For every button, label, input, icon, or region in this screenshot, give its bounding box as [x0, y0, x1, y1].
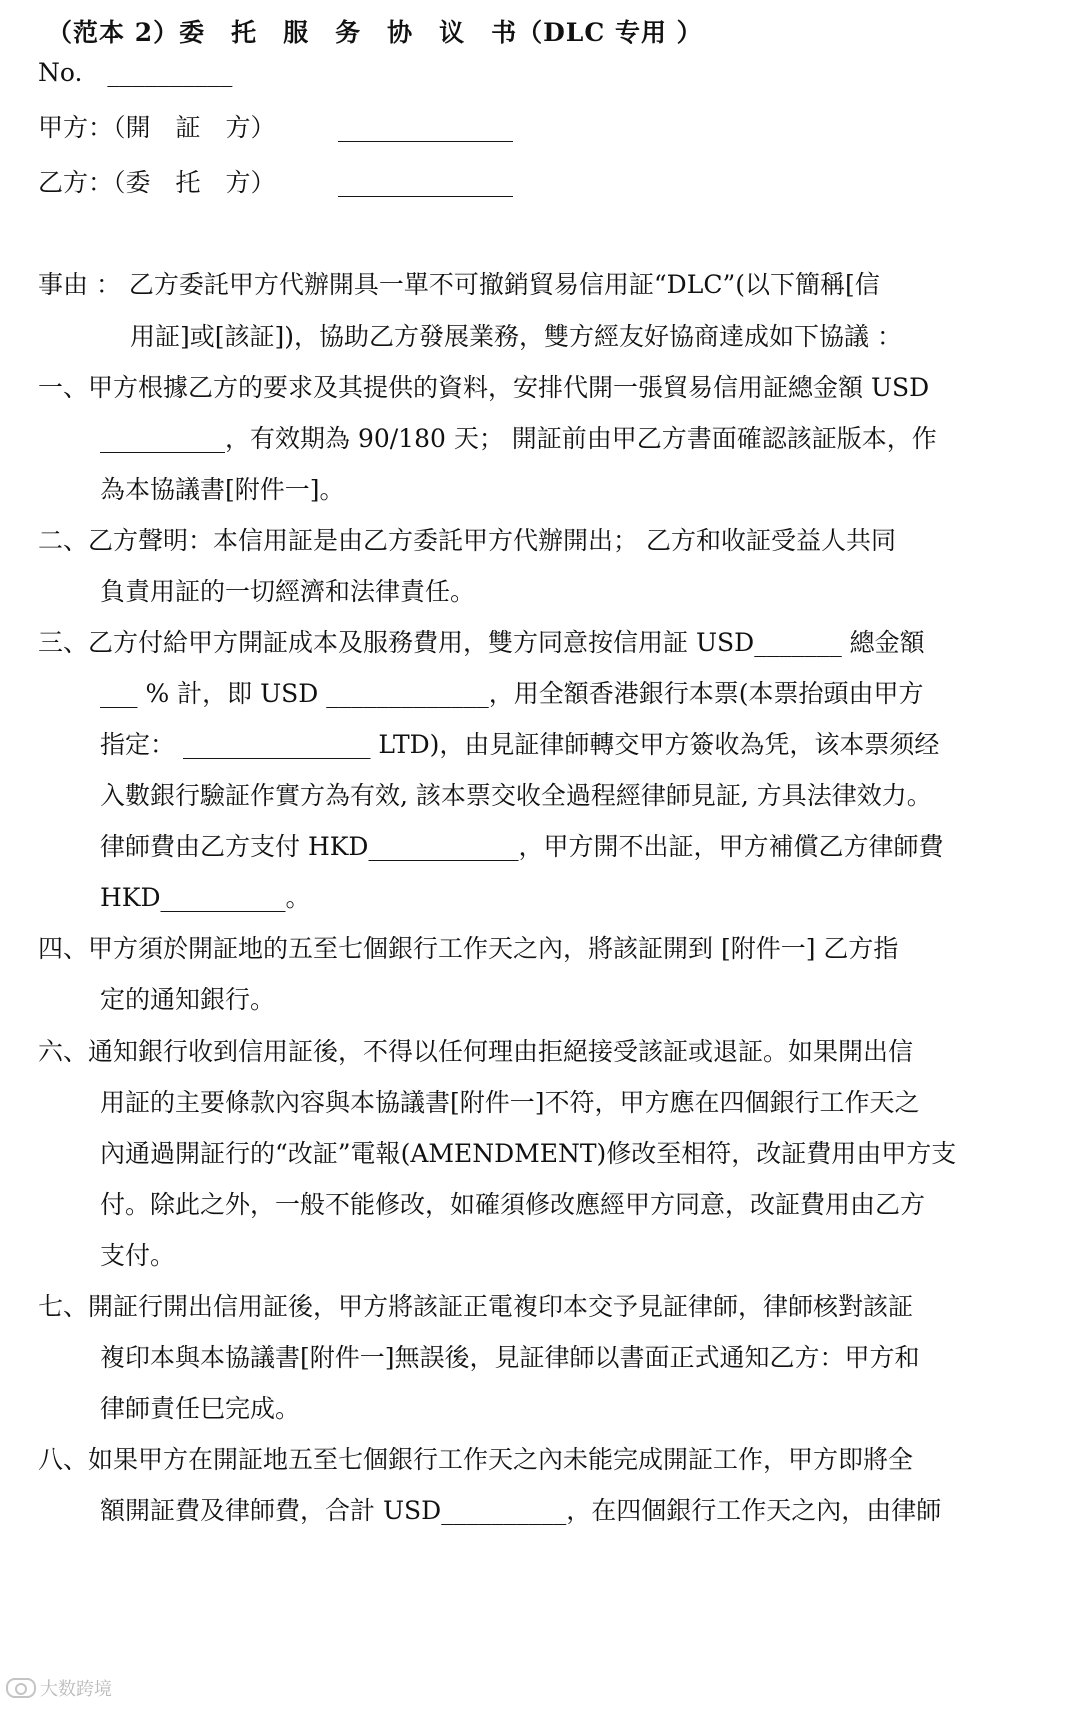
- agreement-number: No. __________: [38, 58, 233, 87]
- party-b-line: 乙方：（委 托 方） ______________: [38, 168, 514, 197]
- clause-7-line-3: 律師責任巳完成。: [100, 1394, 301, 1423]
- clause-3-line-6: HKD__________。: [100, 883, 311, 912]
- clause-1-line-2: __________，有效期為 90/180 天； 開証前由甲乙方書面確認該証版本，作: [100, 424, 937, 453]
- document-title: （范本 2）委 托 服 务 协 议 书（DLC 专用 ）: [47, 18, 703, 47]
- clause-3-line-1: 三、乙方付給甲方開証成本及服務費用，雙方同意按信用証 USD_______ 總金額: [38, 628, 925, 657]
- clause-6-line-5: 支付。: [100, 1241, 176, 1270]
- clause-6-line-2: 用証的主要條款內容與本協議書[附件一]不符，甲方應在四個銀行工作天之: [100, 1088, 920, 1117]
- clause-7-line-2: 複印本與本協議書[附件一]無誤後，見証律師以書面正式通知乙方：甲方和: [100, 1343, 920, 1372]
- clause-3-line-2: ___ % 計，即 USD _____________，用全額香港銀行本票(本票抬頭由甲方: [100, 679, 924, 708]
- party-a-line: 甲方：（開 証 方） ______________: [38, 113, 514, 142]
- watermark-logo-icon: [6, 1678, 36, 1698]
- clause-4-line-2: 定的通知銀行。: [100, 985, 276, 1014]
- clause-7-line-1: 七、開証行開出信用証後，甲方將該証正電複印本交予見証律師，律師核對該証: [38, 1292, 914, 1321]
- watermark: [6, 1675, 112, 1701]
- clause-4-line-1: 四、甲方須於開証地的五至七個銀行工作天之內，將該証開到 [附件一] 乙方指: [38, 934, 899, 963]
- clause-6-line-3: 內通過開証行的“改証”電報(AMENDMENT)修改至相符，改証費用由甲方支: [100, 1139, 957, 1168]
- clause-2-line-2: 負責用証的一切經濟和法律責任。: [100, 577, 476, 606]
- watermark-text: 大数跨境: [40, 1679, 112, 1700]
- clause-2-line-1: 二、乙方聲明：本信用証是由乙方委託甲方代辦開出； 乙方和收証受益人共同: [38, 526, 896, 555]
- clause-8-line-1: 八、如果甲方在開証地五至七個銀行工作天之內未能完成開証工作，甲方即將全: [38, 1445, 914, 1474]
- reason-line-1: 事由 ： 乙方委託甲方代辦開具一單不可撤銷貿易信用証“DLC”(以下簡稱[信: [38, 270, 880, 299]
- clause-8-line-2: 額開証費及律師費，合計 USD__________，在四個銀行工作天之內，由律師: [100, 1496, 942, 1525]
- clause-1-line-1: 一、甲方根據乙方的要求及其提供的資料，安排代開一張貿易信用証總金額 USD: [38, 373, 930, 402]
- clause-3-line-5: 律師費由乙方支付 HKD____________，甲方開不出証，甲方補償乙方律師費: [100, 832, 944, 861]
- reason-line-2: 用証]或[該証])，協助乙方發展業務，雙方經友好協商達成如下協議 ：: [130, 322, 902, 351]
- clause-6-line-4: 付。除此之外，一般不能修改，如確須修改應經甲方同意，改証費用由乙方: [100, 1190, 926, 1219]
- clause-1-line-3: 為本協議書[附件一]。: [100, 475, 345, 504]
- clause-3-line-3: 指定： _______________ LTD)，由見証律師轉交甲方簽收為凭，该本票须经: [100, 730, 940, 759]
- clause-6-line-1: 六、通知銀行收到信用証後，不得以任何理由拒絕接受該証或退証。如果開出信: [38, 1037, 914, 1066]
- clause-3-line-4: 入數銀行驗証作實方為有效, 該本票交收全過程經律師見証, 方具法律效力。: [100, 781, 932, 810]
